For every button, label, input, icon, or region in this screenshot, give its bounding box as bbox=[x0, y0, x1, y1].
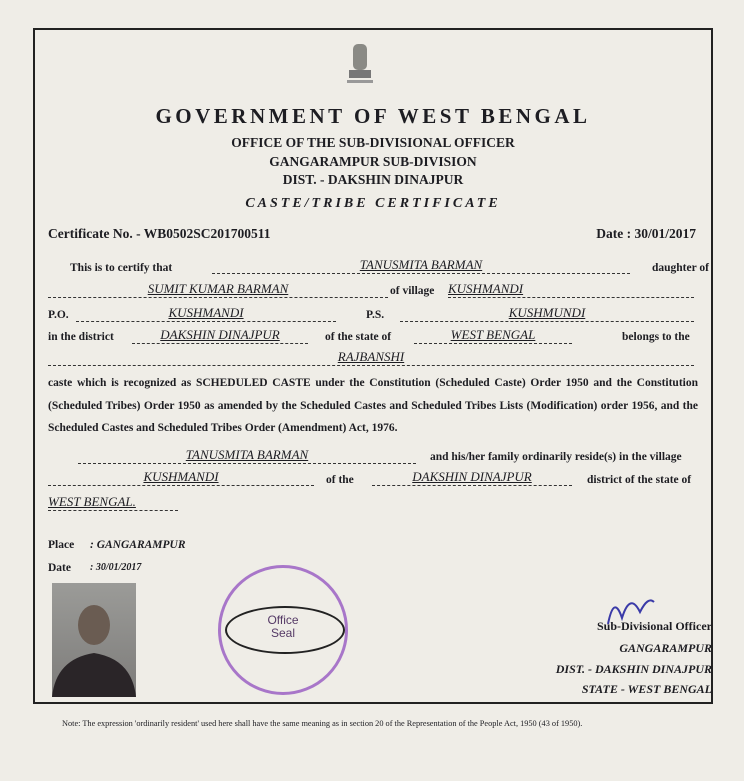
certify-label: This is to certify that bbox=[70, 262, 173, 274]
office-seal bbox=[218, 565, 348, 695]
seal-text-office: Office bbox=[267, 613, 299, 627]
subdivision: GANGARAMPUR SUB-DIVISION bbox=[269, 154, 477, 169]
date-label: Date bbox=[48, 562, 71, 574]
person-silhouette-icon bbox=[52, 583, 136, 697]
signatory-state: STATE - WEST BENGAL bbox=[581, 682, 712, 696]
certificate-type: CASTE/TRIBE CERTIFICATE bbox=[245, 196, 501, 211]
district: DAKSHIN DINAJPUR bbox=[132, 328, 308, 344]
place-value: : GANGARAMPUR bbox=[90, 539, 186, 551]
legal-paragraph: caste which is recognized as SCHEDULED CASTE under the Constitution (Scheduled Caste) Order 1950 and the Constitution (Scheduled Tribes) Order 1950 as amended by the Scheduled Castes and Scheduled Tribes Lists (Modification) order 1956, and the Scheduled Castes and Scheduled Tribes Order (Amendment) Act, 1976. bbox=[48, 377, 698, 434]
relation-label: daughter of bbox=[652, 262, 709, 274]
office-name: OFFICE OF THE SUB-DIVISIONAL OFFICER bbox=[231, 135, 515, 150]
village-label: of village bbox=[390, 285, 435, 297]
district-heading: DIST. - DAKSHIN DINAJPUR bbox=[282, 172, 464, 187]
signatory-title: Sub-Divisional Officer bbox=[596, 619, 712, 633]
government-title: GOVERNMENT OF WEST BENGAL bbox=[155, 104, 591, 128]
state-2: WEST BENGAL. bbox=[48, 495, 178, 511]
caste-name: RAJBANSHI bbox=[48, 350, 694, 366]
certificate-date: Date : 30/01/2017 bbox=[596, 226, 696, 241]
village-2: KUSHMANDI bbox=[48, 470, 314, 486]
signatory-subdivision: GANGARAMPUR bbox=[619, 641, 712, 655]
district-label: in the district bbox=[48, 331, 114, 343]
state: WEST BENGAL bbox=[414, 328, 572, 344]
applicant-name-2: TANUSMITA BARMAN bbox=[78, 448, 416, 464]
state-emblem-icon bbox=[345, 40, 375, 92]
district-2: DAKSHIN DINAJPUR bbox=[372, 470, 572, 486]
date-value: : 30/01/2017 bbox=[90, 562, 142, 573]
reside-label: and his/her family ordinarily reside(s) in the village bbox=[430, 451, 682, 463]
district-of-state-label: district of the state of bbox=[587, 474, 692, 486]
state-label: of the state of bbox=[325, 331, 392, 343]
applicant-photo bbox=[52, 583, 136, 697]
po-label: P.O. bbox=[48, 309, 69, 321]
of-the-label: of the bbox=[326, 474, 354, 486]
applicant-name: TANUSMITA BARMAN bbox=[212, 258, 630, 274]
belongs-label: belongs to the bbox=[622, 331, 690, 343]
seal-text-seal: Seal bbox=[270, 626, 296, 640]
certificate-number: Certificate No. - WB0502SC201700511 bbox=[48, 226, 271, 241]
footnote: Note: The expression 'ordinarily resident' used here shall have the same meaning as in section 20 of the Representation of the People Act, 1950 (43 of 1950). bbox=[62, 719, 583, 728]
signatory-district: DIST. - DAKSHIN DINAJPUR bbox=[555, 662, 712, 676]
village: KUSHMANDI bbox=[448, 282, 694, 298]
place-label: Place bbox=[48, 539, 75, 551]
police-station: KUSHMUNDI bbox=[400, 306, 694, 322]
ps-label: P.S. bbox=[366, 309, 385, 321]
father-name: SUMIT KUMAR BARMAN bbox=[48, 282, 388, 298]
post-office: KUSHMANDI bbox=[76, 306, 336, 322]
